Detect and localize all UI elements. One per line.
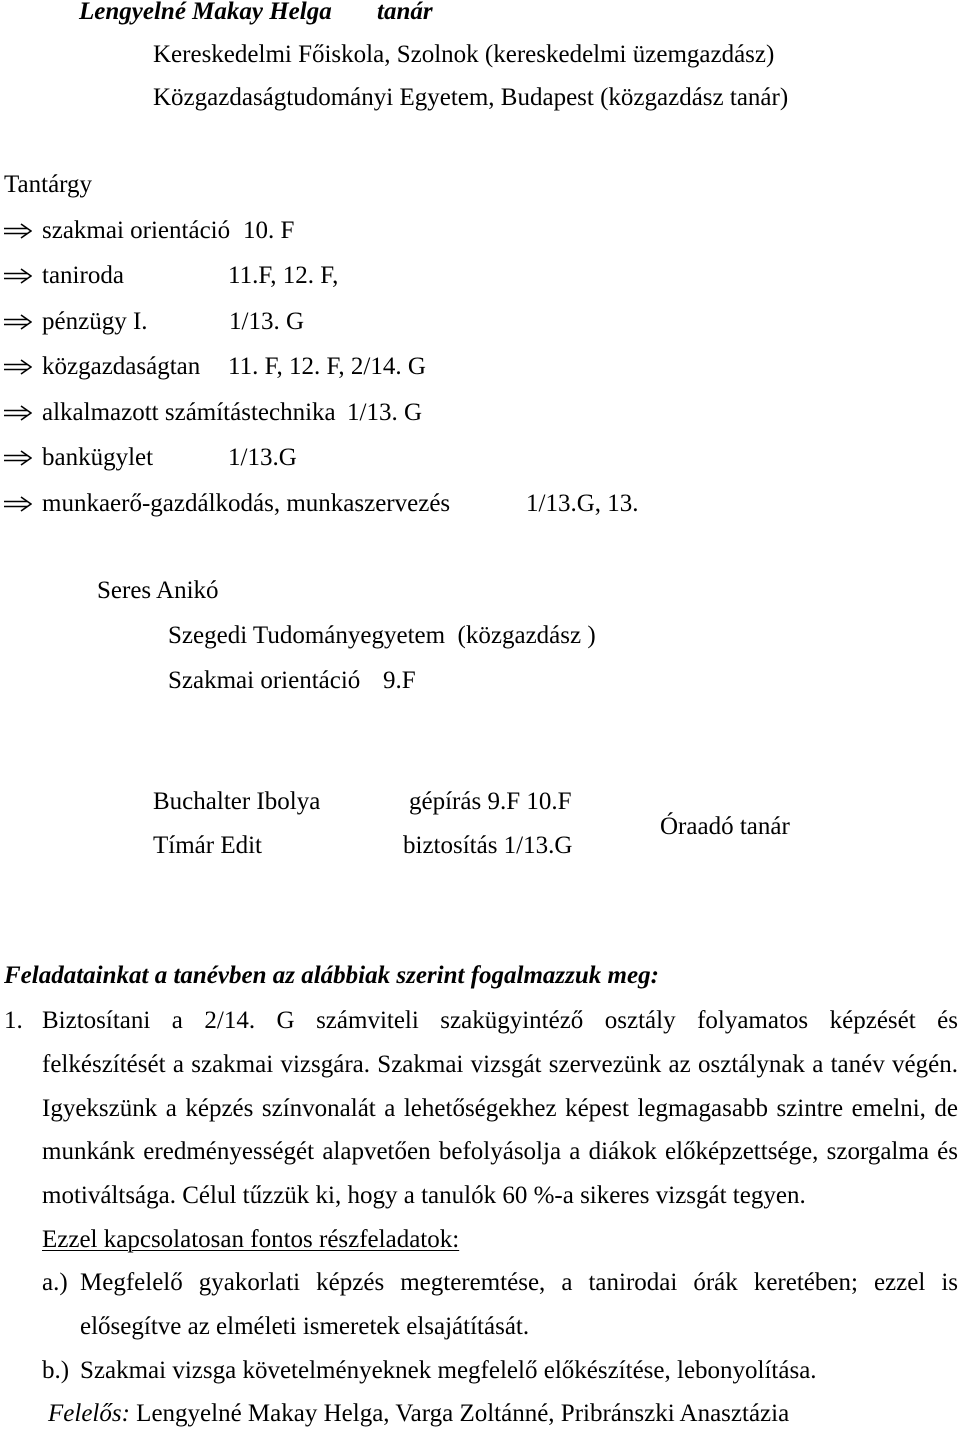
responsible-label: Felelős: xyxy=(48,1400,130,1427)
task-text-line: munkánk eredményességét alapvetően befolyásolja a diákok előképzettsége, szorgalma és xyxy=(42,1138,958,1165)
subject-row xyxy=(0,443,960,473)
second-teacher-subject: Szakmai orientáció xyxy=(168,667,361,694)
subject-row xyxy=(0,307,960,337)
subtask-marker: a.) xyxy=(42,1269,68,1296)
subject-name: munkaerő-gazdálkodás, munkaszervezés xyxy=(42,490,451,517)
teacher-name: Lengyelné Makay Helga xyxy=(79,0,332,25)
subject-classes: 11.F, 12. F, xyxy=(228,262,339,289)
second-teacher-qualification: Szegedi Tudományegyetem (közgazdász ) xyxy=(168,622,596,649)
subtask-text-line: Megfelelő gyakorlati képzés megteremtése, a tanirodai órák keretében; ezzel is xyxy=(80,1269,958,1296)
responsible-line xyxy=(48,1399,789,1429)
subject-row xyxy=(0,261,960,291)
subject-classes: 1/13.G, 13. xyxy=(526,490,639,517)
subtask-text-line: elősegítve az elméleti ismeretek elsajátítását. xyxy=(80,1313,530,1340)
guest-teacher-subject: biztosítás 1/13.G xyxy=(403,832,573,859)
subtask-marker: b.) xyxy=(42,1357,70,1384)
double-arrow-icon xyxy=(4,405,32,421)
subject-name: pénzügy I. xyxy=(42,308,148,335)
second-teacher-classes: 9.F xyxy=(383,667,416,694)
subject-row xyxy=(0,352,960,382)
subject-classes: 1/13. G xyxy=(229,308,304,335)
double-arrow-icon xyxy=(4,359,32,375)
qualification-line: Közgazdaságtudományi Egyetem, Budapest (közgazdász tanár) xyxy=(153,84,789,111)
double-arrow-icon xyxy=(4,450,32,466)
subject-name: bankügylet xyxy=(42,444,154,471)
subtasks-heading: Ezzel kapcsolatosan fontos részfeladatok: xyxy=(42,1226,460,1253)
guest-teacher-name: Tímár Edit xyxy=(153,832,262,859)
subject-classes: 1/13. G xyxy=(347,399,422,426)
tasks-heading: Feladatainkat a tanévben az alábbiak szerint fogalmazzuk meg: xyxy=(4,962,659,989)
task-text-line: motiváltsága. Célul tűzzük ki, hogy a tanulók 60 %-a sikeres vizsgát tegyen. xyxy=(42,1182,806,1209)
task-number: 1. xyxy=(4,1007,23,1034)
subjects-heading: Tantárgy xyxy=(4,171,93,198)
double-arrow-icon xyxy=(4,496,32,512)
responsible-names: Lengyelné Makay Helga, Varga Zoltánné, Pribránszki Anasztázia xyxy=(136,1400,790,1427)
guest-teacher-name: Buchalter Ibolya xyxy=(153,788,321,815)
subject-row xyxy=(0,216,960,246)
task-text-line: felkészítését a szakmai vizsgára. Szakmai vizsgát szervezünk az osztálynak a tanév végén. xyxy=(42,1051,958,1078)
second-teacher-name: Seres Anikó xyxy=(97,577,219,604)
subject-name: szakmai orientáció xyxy=(42,217,231,244)
subject-classes: 1/13.G xyxy=(228,444,297,471)
task-text-line: Biztosítani a 2/14. G számviteli szakügyintéző osztály folyamatos képzését és xyxy=(42,1007,958,1034)
subject-name: közgazdaságtan xyxy=(42,353,201,380)
subject-row xyxy=(0,398,960,428)
subject-classes: 10. F xyxy=(243,217,295,244)
task-text-line: Igyekszünk a képzés színvonalát a lehetőségekhez képest legmagasabb szintre emelni, de xyxy=(42,1095,958,1122)
subtask-text-line: Szakmai vizsga követelményeknek megfelelő előkészítése, lebonyolítása. xyxy=(80,1357,817,1384)
guest-teacher-role: Óraadó tanár xyxy=(660,813,790,840)
subject-name: taniroda xyxy=(42,262,124,289)
double-arrow-icon xyxy=(4,223,32,239)
teacher-role: tanár xyxy=(377,0,433,25)
subject-name: alkalmazott számítástechnika xyxy=(42,399,336,426)
guest-teacher-subject: gépírás 9.F 10.F xyxy=(409,788,572,815)
subject-row xyxy=(0,489,960,519)
qualification-line: Kereskedelmi Főiskola, Szolnok (kereskedelmi üzemgazdász) xyxy=(153,41,775,68)
double-arrow-icon xyxy=(4,314,32,330)
double-arrow-icon xyxy=(4,268,32,284)
subject-classes: 11. F, 12. F, 2/14. G xyxy=(228,353,426,380)
